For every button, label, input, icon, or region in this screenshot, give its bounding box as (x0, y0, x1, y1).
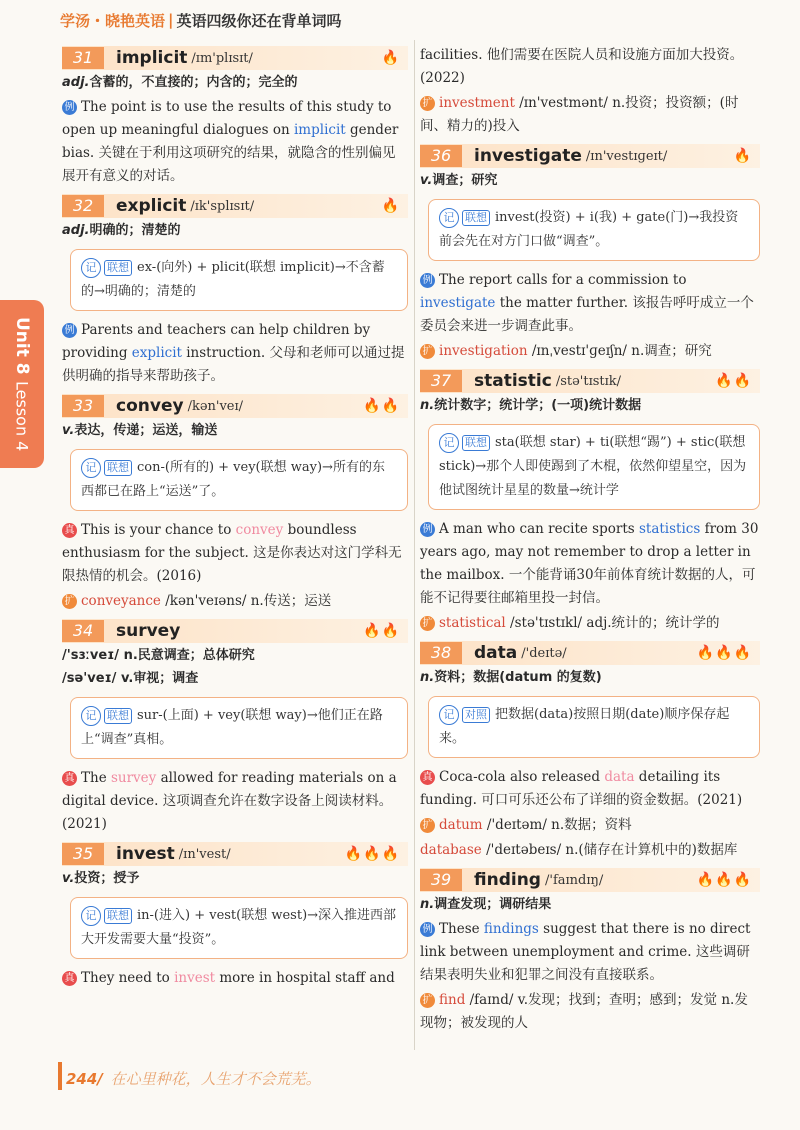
definition: n.统计数字；统计学；(一项)统计数据 (420, 398, 642, 413)
word-bar-31: 31 implicit /ɪm'plɪsɪt/ 🔥 (62, 46, 408, 70)
frequency-fire-icon: 🔥🔥 (363, 398, 400, 414)
word-bar-35: 35 invest /ɪn'vest/ 🔥🔥🔥 (62, 842, 408, 866)
ipa: /ɪn'vestɪɡeɪt/ (585, 148, 668, 164)
memory-icon: 记 (81, 706, 101, 726)
example: 例 The point is to use the results of this study to open up meaningful dialogues on implicit gender bias. 关键在于利用这项研究的结果，就隐含的性别偏见展开有意义的对话。 (62, 99, 399, 184)
headword: statistic (474, 371, 552, 391)
headword: convey (116, 396, 184, 416)
memory-icon: 记 (81, 906, 101, 926)
example-continued: facilities. 他们需要在医院人员和设施方面加大投资。(2022) (420, 47, 744, 86)
frequency-fire-icon: 🔥🔥 (363, 623, 400, 639)
headword: data (474, 643, 518, 663)
book-title: 英语四级你还在背单词吗 (176, 11, 342, 30)
extension-icon: 扩 (62, 594, 77, 609)
left-column (62, 40, 408, 992)
extension-icon: 扩 (420, 344, 435, 359)
memory-tip-box: 记 对照 把数据(data)按照日期(date)顺序保存起来。 (428, 696, 760, 758)
frequency-fire-icon: 🔥🔥🔥 (696, 645, 752, 661)
word-bar-38: 38 data /'deɪtə/ 🔥🔥🔥 (420, 641, 760, 665)
extension-icon: 扩 (420, 818, 435, 833)
extension: 扩 statistical /stə'tɪstɪkl/ adj.统计的；统计学的 (420, 612, 760, 635)
example-icon: 例 (420, 922, 435, 937)
example-icon: 例 (420, 273, 435, 288)
exam-example: 真 Coca-cola also released data detailing its funding. 可口可乐还公布了详细的资金数据。(2021) (420, 769, 743, 808)
extension-icon: 扩 (420, 96, 435, 111)
memory-icon: 记 (439, 705, 459, 725)
exam-icon: 真 (62, 523, 77, 538)
column-divider (414, 40, 415, 1050)
frequency-fire-icon: 🔥🔥🔥 (696, 872, 752, 888)
brand-name: 学汤・晓艳英语 (60, 11, 166, 30)
extension-icon: 扩 (420, 616, 435, 631)
definition: v.投资；授予 (62, 871, 140, 886)
word-bar-37: 37 statistic /stə'tɪstɪk/ 🔥🔥 (420, 369, 760, 393)
extension: 扩 find /faɪnd/ v.发现；找到；查明；感到；发觉 n.发现物；被发现的人 (420, 992, 748, 1031)
ipa: /stə'tɪstɪk/ (555, 373, 622, 389)
ipa: /ɪk'splɪsɪt/ (190, 198, 255, 214)
memory-icon: 记 (81, 258, 101, 278)
ipa: /kən'veɪ/ (187, 398, 244, 414)
headword: survey (116, 621, 181, 641)
frequency-fire-icon: 🔥 (381, 198, 400, 214)
page-footer (66, 1068, 321, 1089)
definition: adj.明确的；清楚的 (62, 223, 181, 238)
frequency-fire-icon: 🔥🔥 (715, 373, 752, 389)
ipa: /'deɪtə/ (521, 645, 567, 661)
ipa: /'faɪndɪŋ/ (544, 872, 604, 888)
word-bar-34: 34 survey 🔥🔥 (62, 619, 408, 643)
ipa: /ɪn'vest/ (178, 846, 231, 862)
exam-icon: 真 (62, 771, 77, 786)
exam-icon: 真 (420, 770, 435, 785)
extension-icon: 扩 (420, 993, 435, 1008)
headword: implicit (116, 48, 188, 68)
example: 例 Parents and teachers can help children by providing explicit instruction. 父母和老师可以通过提供明确的指导来帮助孩子。 (62, 322, 405, 384)
memory-tip-box: 记 联想 ex-(向外) + plicit(联想 implicit)→不含蓄的→明确的；清楚的 (70, 249, 408, 311)
footer-bar (58, 1062, 62, 1090)
example-icon: 例 (62, 100, 77, 115)
definition: v.表达，传递；运送，输送 (62, 423, 218, 438)
headword: explicit (116, 196, 187, 216)
definition: /'sɜːveɪ/ n.民意调查；总体研究 (62, 648, 255, 663)
extension: 扩 investment /ɪn'vestmənt/ n.投资；投资额；(时间、精力的)投入 (420, 95, 739, 134)
definition: v.调查；研究 (420, 173, 498, 188)
memory-icon: 记 (439, 208, 459, 228)
example-icon: 例 (62, 323, 77, 338)
extension: 扩 datum /'deɪtəm/ n.数据；资料 (420, 814, 760, 837)
extension: 扩 investigation /ɪnˌvestɪ'ɡeɪʃn/ n.调查；研究 (420, 340, 760, 363)
exam-example: 真 The survey allowed for reading materials on a digital device. 这项调查允许在数字设备上阅读材料。(2021) (62, 770, 397, 832)
example: 例 A man who can recite sports statistics from 30 years ago, may not remember to drop a letter in the mailbox. 一个能背诵30年前体育统计数据的人，可能不记得要往邮箱里投一封信。 (420, 521, 759, 606)
extension: 扩 conveyance /kən'veɪəns/ n.传送；运送 (62, 590, 408, 613)
word-bar-32: 32 explicit /ɪk'splɪsɪt/ 🔥 (62, 194, 408, 218)
ipa: /ɪm'plɪsɪt/ (191, 50, 253, 66)
definition: /sə'veɪ/ v.审视；调查 (62, 671, 199, 686)
headword: invest (116, 844, 175, 864)
unit-label: Unit 8 (12, 317, 32, 375)
example-icon: 例 (420, 522, 435, 537)
word-bar-39: 39 finding /'faɪndɪŋ/ 🔥🔥🔥 (420, 868, 760, 892)
exam-example: 真 They need to invest more in hospital staff and (62, 967, 408, 990)
memory-tip-box: 记 联想 invest(投资) + i(我) + gate(门)→我投资前会先在对方门口做“调查”。 (428, 199, 760, 261)
frequency-fire-icon: 🔥🔥🔥 (344, 846, 400, 862)
page-header: 学汤・晓艳英语 | 英语四级你还在背单词吗 (60, 11, 342, 30)
example: 例 These findings suggest that there is no direct link between unemployment and crime. 这些调研结果表明失业和犯罪之间没有直接联系。 (420, 921, 751, 983)
memory-tip-box: 记 联想 con-(所有的) + vey(联想 way)→所有的东西都已在路上“运送”了。 (70, 449, 408, 511)
memory-icon: 记 (81, 458, 101, 478)
lesson-label: Lesson 4 (12, 380, 32, 451)
exam-icon: 真 (62, 971, 77, 986)
frequency-fire-icon: 🔥 (733, 148, 752, 164)
extension: database /'deɪtəbeɪs/ n.(储存在计算机中的)数据库 (420, 842, 738, 858)
headword: finding (474, 870, 541, 890)
memory-tip-box: 记 联想 in-(进入) + vest(联想 west)→深入推进西部大开发需要大量“投资”。 (70, 897, 408, 959)
footer-motto: 在心里种花，人生才不会荒芜。 (110, 1070, 321, 1088)
unit-tab (0, 300, 44, 468)
exam-example: 真 This is your chance to convey boundless enthusiasm for the subject. 这是你表达对这门学科无限热情的机会。(2016) (62, 522, 402, 584)
headword: investigate (474, 146, 582, 166)
right-column (420, 42, 760, 1037)
memory-tip-box: 记 联想 sur-(上面) + vey(联想 way)→他们正在路上“调查”真相。 (70, 697, 408, 759)
memory-tip-box: 记 联想 sta(联想 star) + ti(联想“踢”) + stic(联想 stick)→那个人即使踢到了木棍，依然仰望星空，因为他试图统计星星的数量→统计学 (428, 424, 760, 510)
definition: adj.含蓄的，不直接的；内含的；完全的 (62, 75, 298, 90)
example: 例 The report calls for a commission to investigate the matter further. 该报告呼吁成立一个委员会来进一步调查此事。 (420, 272, 754, 334)
page-number: 244/ (66, 1070, 103, 1088)
word-bar-36: 36 investigate /ɪn'vestɪɡeɪt/ 🔥 (420, 144, 760, 168)
memory-icon: 记 (439, 433, 459, 453)
definition: n.调查发现；调研结果 (420, 897, 552, 912)
definition: n.资料；数据(datum 的复数) (420, 670, 602, 685)
frequency-fire-icon: 🔥 (381, 50, 400, 66)
word-bar-33: 33 convey /kən'veɪ/ 🔥🔥 (62, 394, 408, 418)
